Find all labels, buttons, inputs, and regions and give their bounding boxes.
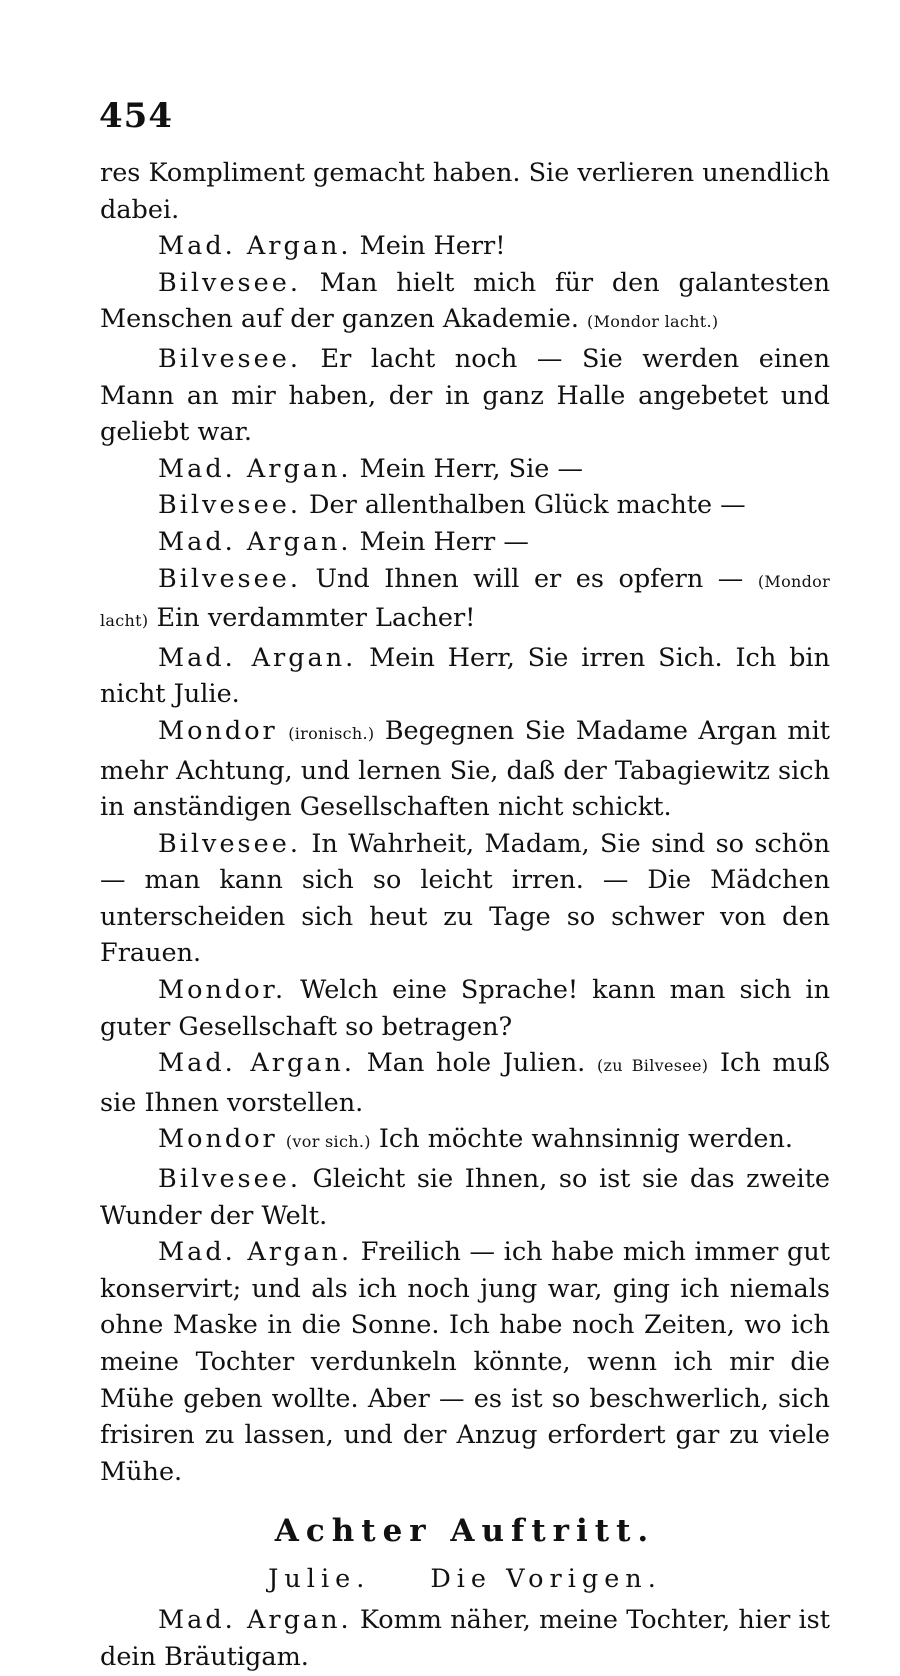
- speaker-name: Bilvesee.: [158, 490, 301, 521]
- stage-direction: (Mondor lacht.): [587, 312, 719, 332]
- stage-direction: (ironisch.): [288, 723, 375, 743]
- paragraph-text: Welch eine Sprache! kann man sich in guter Gesellschaft so betragen?: [100, 975, 830, 1042]
- speaker-name: Mondor: [158, 1124, 278, 1155]
- speaker-name: Mad. Argan.: [158, 231, 352, 262]
- paragraph-text: Man hole Julien.: [366, 1048, 586, 1079]
- paragraph-text: Komm näher, meine Tochter, hier ist dein Bräutigam.: [100, 1605, 830, 1672]
- paragraph-text: Mein Herr, Sie irren Sich. Ich bin nicht Julie.: [100, 642, 831, 710]
- paragraph-text: Er lacht noch — Sie werden einen Mann an mir haben, der in ganz Halle angebetet und geliebt war.: [100, 343, 830, 448]
- speaker-name: Mad. Argan.: [158, 642, 357, 673]
- paragraph-text-continued: Ich möchte wahnsinnig werden.: [378, 1124, 794, 1155]
- paragraph: [100, 155, 830, 228]
- page-number: 454: [99, 96, 173, 136]
- paragraph: [100, 1602, 830, 1675]
- paragraph: [100, 451, 830, 488]
- paragraph: [100, 1121, 830, 1161]
- stage-direction: (zu Bilvesee): [596, 1056, 709, 1076]
- cast-member: Julie.: [268, 1564, 371, 1595]
- speaker-name: Bilvesee.: [158, 343, 301, 374]
- paragraph-text: Und Ihnen will er es opfern —: [315, 563, 744, 594]
- paragraph-text: Mein Herr, Sie —: [359, 453, 583, 484]
- speaker-name: Mad. Argan.: [158, 453, 352, 484]
- speaker-name: Bilvesee.: [158, 828, 301, 859]
- speaker-name: Mondor.: [158, 975, 287, 1006]
- paragraph: [100, 640, 830, 713]
- paragraph-text: Man hielt mich für den galantesten Menschen auf der ganzen Akademie.: [100, 267, 830, 335]
- paragraph: [100, 1045, 830, 1121]
- scene-cast: [100, 1556, 830, 1602]
- paragraph-text-continued: Ich muß sie Ihnen vorstellen.: [100, 1048, 831, 1118]
- paragraph: [100, 524, 830, 561]
- speaker-name: Mad. Argan.: [158, 526, 352, 557]
- paragraph-text: Freilich — ich habe mich immer gut konservirt; und als ich noch jung war, ging ich niemals ohne Maske in die Sonne. Ich habe noch Zeiten, wo ich meine Tochter verdunkeln könnte, wenn ich mir die Mühe geben wollte. Aber — es ist so beschwerlich, sich frisiren zu lassen, und der Anzug erfordert gar zu viele Mühe.: [100, 1237, 830, 1487]
- paragraph: [100, 487, 830, 524]
- paragraph-text: Mein Herr!: [359, 231, 506, 262]
- scene-heading: Achter Auftritt.: [274, 1513, 656, 1550]
- speaker-name: Bilvesee.: [158, 267, 301, 298]
- paragraph: [100, 228, 830, 265]
- speaker-name: Mad. Argan.: [158, 1605, 352, 1636]
- speaker-name: Bilvesee.: [158, 1164, 301, 1195]
- paragraph-text: Mein Herr —: [359, 526, 529, 557]
- stage-direction: (Mondor lacht): [100, 571, 831, 631]
- paragraph: [100, 1161, 830, 1234]
- stage-direction: (vor sich.): [285, 1132, 371, 1152]
- cast-member: Die Vorigen.: [430, 1564, 662, 1595]
- paragraph: [100, 1234, 830, 1490]
- speaker-name: Mondor: [158, 715, 278, 746]
- paragraph: [100, 972, 830, 1045]
- paragraph-text: Der allenthalben Glück machte —: [309, 490, 746, 521]
- paragraph-text: res Kompliment gemacht haben. Sie verlieren unendlich dabei.: [100, 158, 830, 225]
- page-text: [100, 155, 830, 1676]
- speaker-name: Mad. Argan.: [158, 1048, 356, 1079]
- paragraph-text-continued: Ein verdammter Lacher!: [156, 603, 476, 634]
- paragraph: [100, 561, 830, 640]
- paragraph: [100, 341, 830, 451]
- paragraph-text-continued: Begegnen Sie Madame Argan mit mehr Achtung, und lernen Sie, daß der Tabagiewitz sich in anständigen Gesellschaften nicht schickt.: [100, 715, 831, 823]
- paragraph: [100, 713, 830, 826]
- speaker-name: Bilvesee.: [158, 563, 301, 594]
- paragraph-text: Gleicht sie Ihnen, so ist sie das zweite Wunder der Welt.: [100, 1164, 831, 1231]
- paragraph: [100, 826, 830, 972]
- speaker-name: Mad. Argan.: [158, 1237, 353, 1268]
- paragraph-text: In Wahrheit, Madam, Sie sind so schön — man kann sich so leicht irren. — Die Mädchen unterscheiden sich heut zu Tage so schwer von den Frauen.: [100, 828, 831, 969]
- paragraph: [100, 265, 830, 341]
